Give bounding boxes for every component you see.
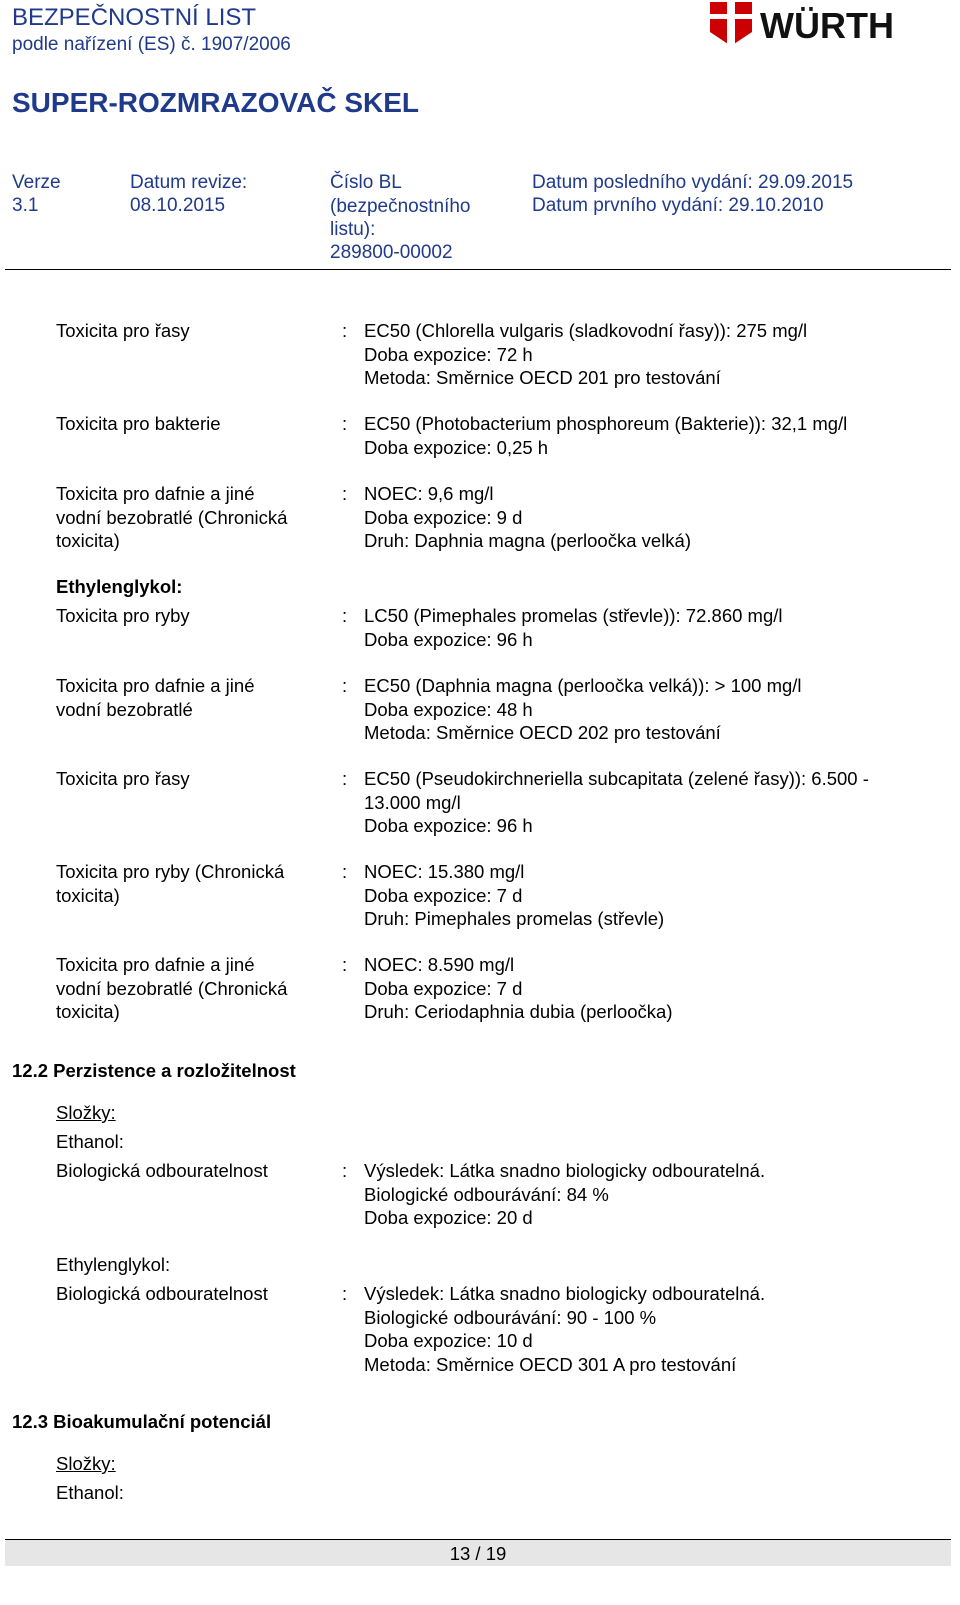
tox-row-label: Toxicita pro dafnie a jiné vodní bezobratlé <box>56 675 255 720</box>
revision-label: Datum revize: <box>130 172 248 193</box>
tox-row-value: LC50 (Pimephales promelas (střevle)): 72.860 mg/l Doba expozice: 96 h <box>364 605 783 650</box>
tox-row-label: Toxicita pro řasy <box>56 320 190 341</box>
tox-row-colon: : <box>342 861 348 882</box>
biodeg-row-colon: : <box>342 1160 348 1181</box>
tox-row-colon: : <box>342 320 348 341</box>
tox-row-colon: : <box>342 954 348 975</box>
tox-row-colon: : <box>342 675 348 696</box>
biodeg-row-colon: : <box>342 1283 348 1304</box>
biodeg-row-value: Výsledek: Látka snadno biologicky odbouratelná. Biologické odbourávání: 90 - 100 % Doba expozice: 10 d Metoda: Směrnice OECD 301 A pro testování <box>364 1283 766 1375</box>
wurth-logo <box>710 0 936 52</box>
logo-wordmark: WÜRTH <box>760 5 894 46</box>
tox-row-label: Toxicita pro ryby (Chronická toxicita) <box>56 861 285 906</box>
components-label: Složky: <box>56 1453 116 1474</box>
substance-heading-ethylene-glycol: Ethylenglykol: <box>56 1254 171 1275</box>
tox-row-value: EC50 (Pseudokirchneriella subcapitata (zelené řasy)): 6.500 - 13.000 mg/l Doba expozice: 96 h <box>364 768 869 836</box>
tox-row-colon: : <box>342 605 348 626</box>
tox-row-value: EC50 (Photobacterium phosphoreum (Bakterie)): 32,1 mg/l Doba expozice: 0,25 h <box>364 413 848 458</box>
tox-row-value: EC50 (Chlorella vulgaris (sladkovodní řasy)): 275 mg/l Doba expozice: 72 h Metoda: Směrnice OECD 201 pro testování <box>364 320 808 388</box>
version-value: 3.1 <box>12 195 39 216</box>
substance-heading-ethylene-glycol: Ethylenglykol: <box>56 576 183 597</box>
biodeg-row-label: Biologická odbouratelnost <box>56 1283 268 1304</box>
tox-row-label: Toxicita pro bakterie <box>56 413 221 434</box>
document-title: BEZPEČNOSTNÍ LIST <box>12 4 257 31</box>
product-name: SUPER-ROZMRAZOVAČ SKEL <box>12 87 420 118</box>
tox-row-label: Toxicita pro ryby <box>56 605 190 626</box>
regulation-reference: podle nařízení (ES) č. 1907/2006 <box>12 34 291 55</box>
section-heading-12-3: 12.3 Bioakumulační potenciál <box>12 1411 272 1432</box>
tox-row-colon: : <box>342 483 348 504</box>
page-footer <box>5 1539 951 1566</box>
revision-value: 08.10.2015 <box>130 195 226 216</box>
tox-row-label: Toxicita pro dafnie a jiné vodní bezobratlé (Chronická toxicita) <box>56 483 288 551</box>
tox-row-colon: : <box>342 768 348 789</box>
substance-heading-ethanol: Ethanol: <box>56 1131 124 1152</box>
tox-row-label: Toxicita pro řasy <box>56 768 190 789</box>
biodeg-row-value: Výsledek: Látka snadno biologicky odbouratelná. Biologické odbourávání: 84 % Doba expozice: 20 d <box>364 1160 766 1228</box>
components-label: Složky: <box>56 1102 116 1123</box>
section-heading-12-2: 12.2 Perzistence a rozložitelnost <box>12 1060 296 1081</box>
tox-row-value: NOEC: 8.590 mg/l Doba expozice: 7 d Druh: Ceriodaphnia dubia (perloočka) <box>364 954 673 1022</box>
tox-row-label: Toxicita pro dafnie a jiné vodní bezobratlé (Chronická toxicita) <box>56 954 288 1022</box>
first-issue-date: Datum prvního vydání: 29.10.2010 <box>532 195 824 216</box>
version-label: Verze <box>12 172 61 193</box>
sds-number-value: 289800-00002 <box>330 242 453 263</box>
substance-heading-ethanol: Ethanol: <box>56 1482 124 1503</box>
tox-row-colon: : <box>342 413 348 434</box>
tox-row-value: NOEC: 9,6 mg/l Doba expozice: 9 d Druh: Daphnia magna (perloočka velká) <box>364 483 692 551</box>
sds-number-label: Číslo BL (bezpečnostního listu): <box>330 172 471 240</box>
biodeg-row-label: Biologická odbouratelnost <box>56 1160 268 1181</box>
tox-row-value: EC50 (Daphnia magna (perloočka velká)): > 100 mg/l Doba expozice: 48 h Metoda: Směrnice OECD 202 pro testování <box>364 675 802 743</box>
last-issue-date: Datum posledního vydání: 29.09.2015 <box>532 172 854 193</box>
tox-row-value: NOEC: 15.380 mg/l Doba expozice: 7 d Druh: Pimephales promelas (střevle) <box>364 861 665 929</box>
header-divider <box>5 269 951 270</box>
page-number: 13 / 19 <box>449 1543 507 1564</box>
